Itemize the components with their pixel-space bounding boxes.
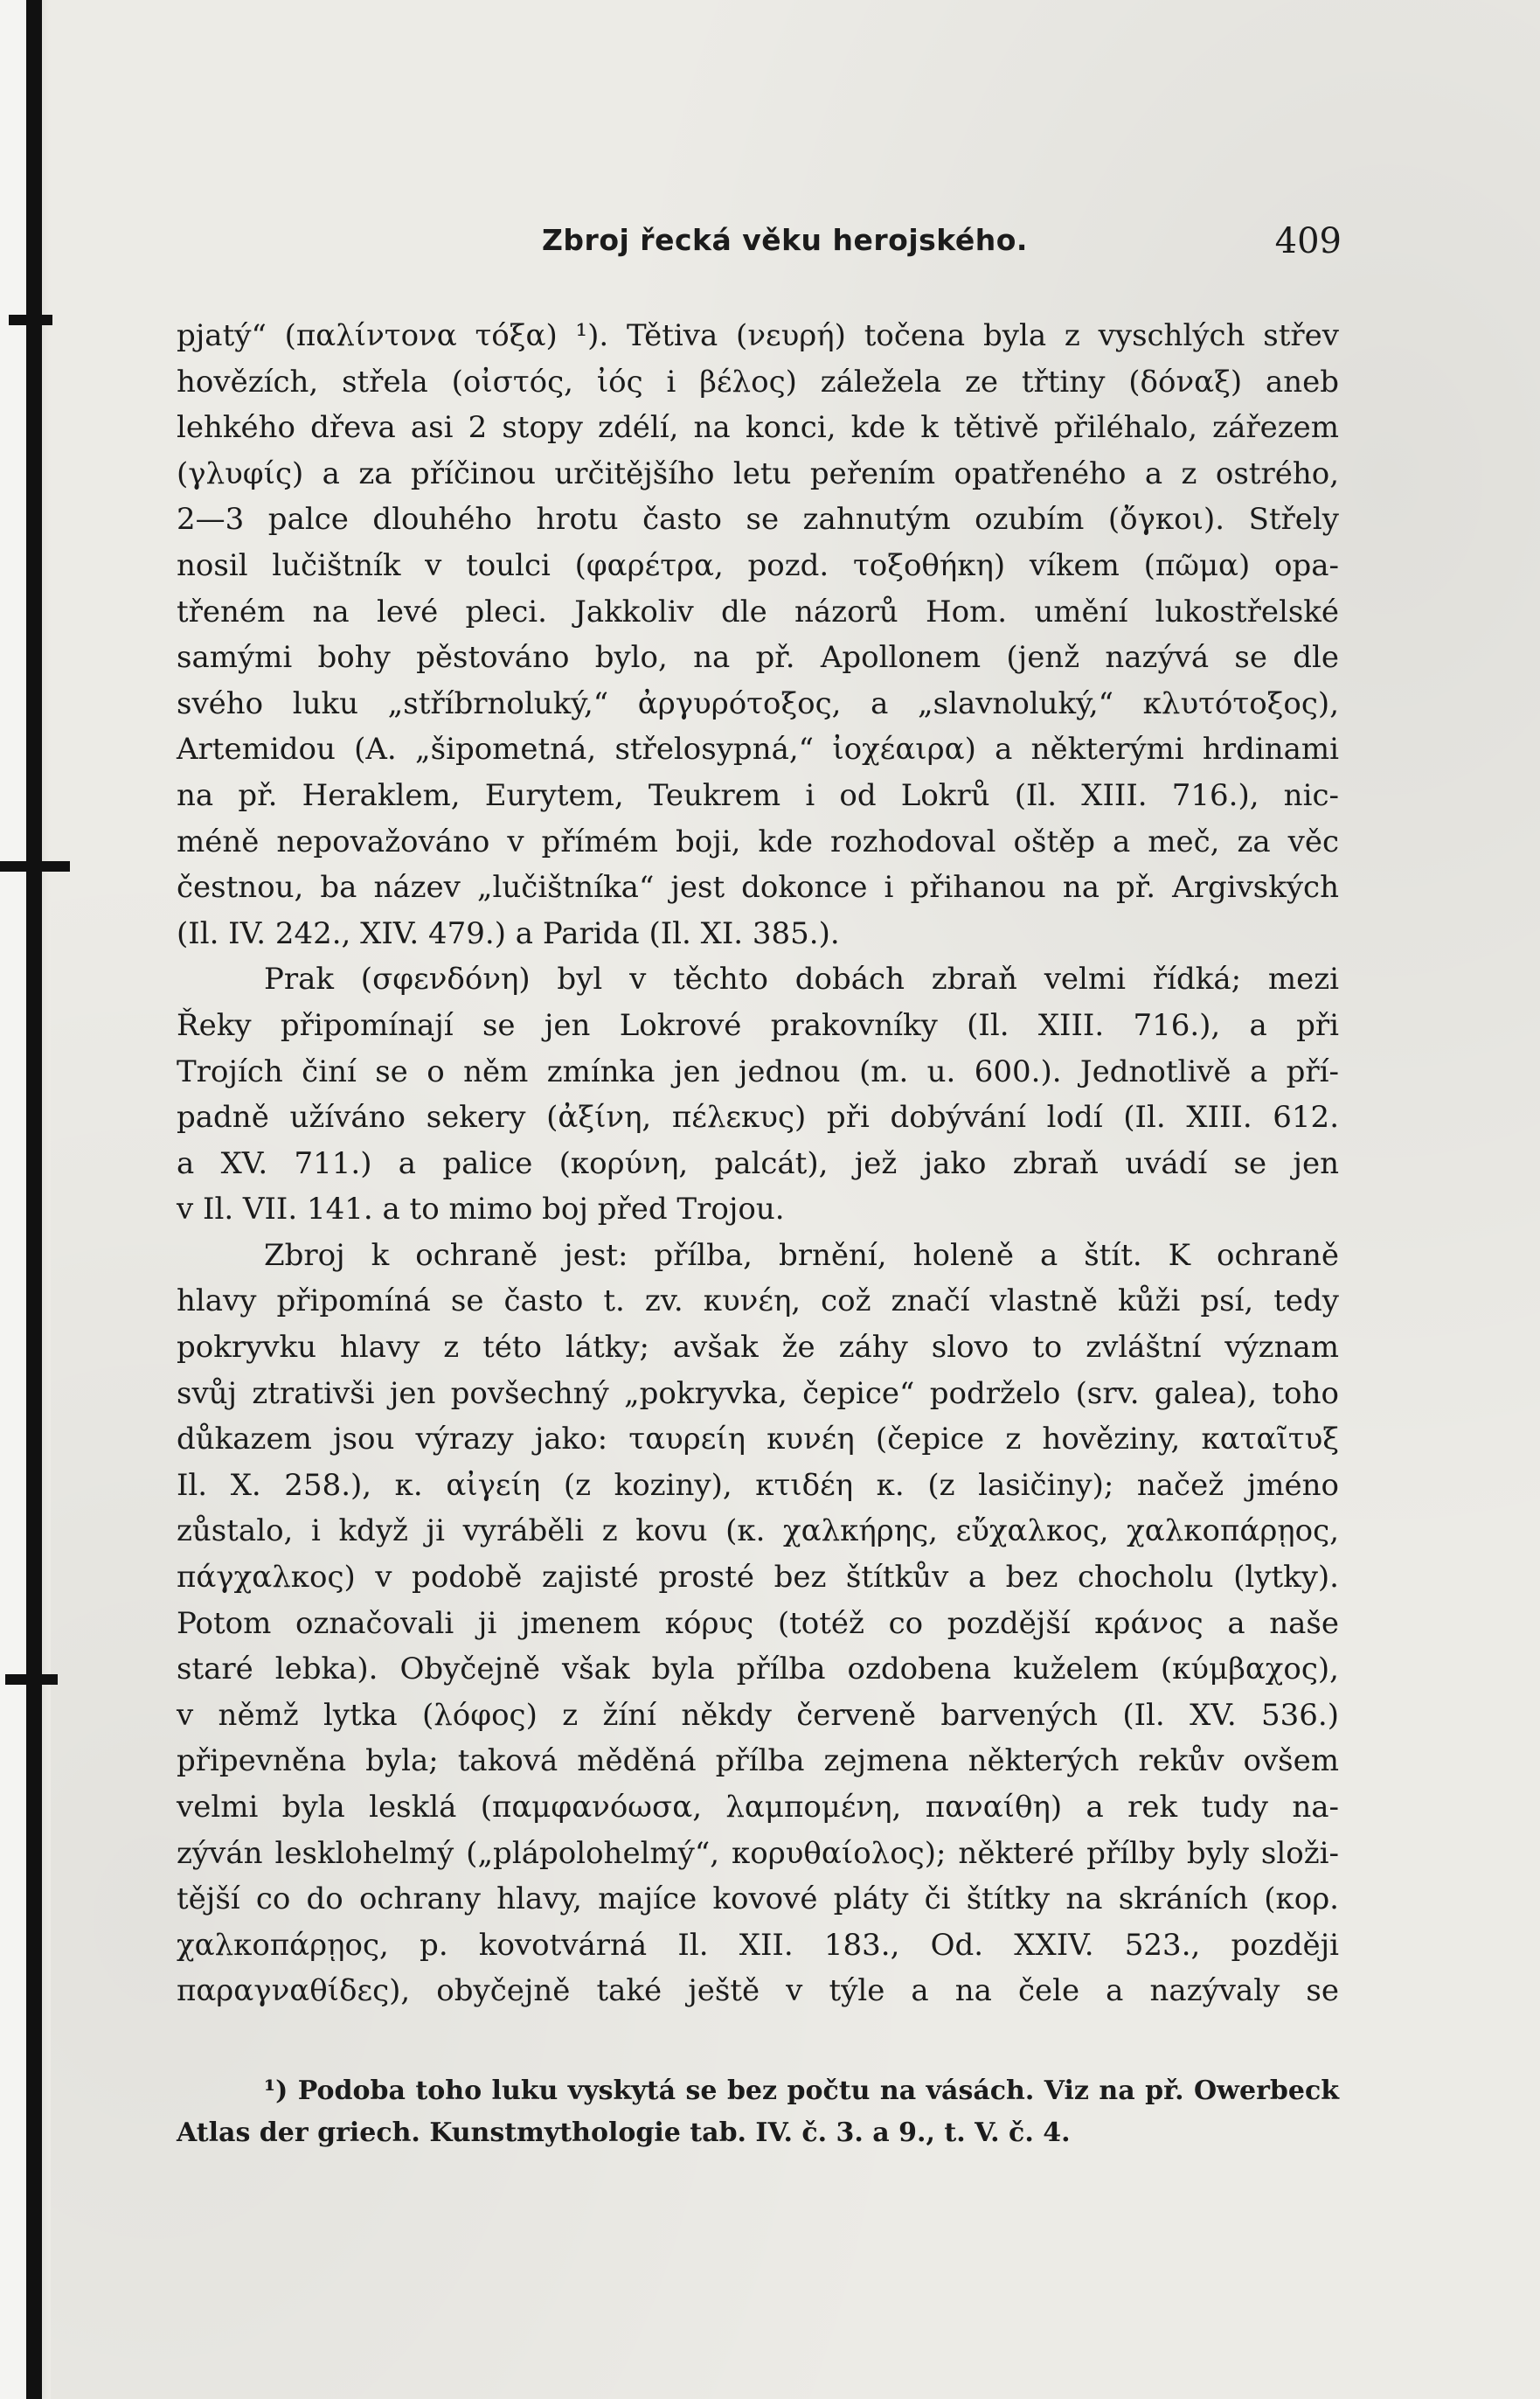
text-line: hlavy připomíná se často t. zv. κυνέη, což značí vlastně kůži psí, tedy [177,1283,1339,1319]
text-line: (γλυφίς) a za příčinou určitějšího letu peřením opatřeného a z ostrého, [177,455,1339,491]
text-line: Il. X. 258.), κ. αἰγείη (z koziny), κτιδέη κ. (z lasičiny); načež jméno [177,1467,1339,1503]
binding-line [26,0,42,2399]
text-line: důkazem jsou výrazy jako: ταυρείη κυνέη (čepice z hověziny, καταῖτυξ [177,1422,1339,1457]
text-line: a XV. 711.) a palice (κορύνη, palcát), jež jako zbraň uvádí se jen [177,1145,1339,1181]
text-line: čestnou, ba název „lučištníka“ jest dokonce i přihanou na př. Argivských [177,870,1339,906]
text-line: hovězích, střela (οἰστός, ἰός i βέλος) záležela ze třtiny (δόναξ) aneb [177,364,1339,400]
text-line: 2—3 palce dlouhého hrotu často se zahnutým ozubím (ὄγκοι). Střely [177,502,1339,538]
text-line: zýván lesklohelmý („plápolohelmý“, κορυθαίολος); některé přílby byly složi- [177,1835,1339,1871]
binding-edge [0,0,51,2399]
paragraph-end-line: (Il. IV. 242., XIV. 479.) a Parida (Il. XI. 385.). [177,915,840,951]
text-line: χαλκοπάρῃος, p. kovotvárná Il. XII. 183., Od. XXIV. 523., později [177,1927,1339,1963]
text-line: méně nepovažováno v přímém boji, kde rozhodoval oštěp a meč, za věc [177,824,1339,859]
text-line: παραγναθίδες), obyčejně také ještě v týle a na čele a nazývaly se [177,1973,1339,2009]
text-line: Potom označovali ji jmenem κόρυς (totéž co pozdější κράνος a naše [177,1605,1339,1641]
binding-mark [0,861,70,872]
page-header [175,223,1342,275]
text-line: staré lebka). Obyčejně však byla přílba ozdobena kuželem (κύμβαχος), [177,1651,1339,1687]
binding-mark [9,315,52,325]
text-line: Řeky připomínají se jen Lokrové prakovníky (Il. XIII. 716.), a při [177,1007,1339,1043]
text-line: svého luku „stříbrnoluký,“ ἀργυρότοξος, a „slavnoluký,“ κλυτότοξος), [177,685,1339,721]
text-line: padně užíváno sekery (ἀξίνη, πέλεκυς) při dobývání lodí (Il. XIII. 612. [177,1100,1339,1136]
text-line: velmi byla lesklá (παμφανόωσα, λαμπομένη, παναίθη) a rek tudy na- [177,1790,1339,1825]
text-line: zůstalo, i když ji vyráběli z kovu (κ. χαλκήρης, εὔχαλκος, χαλκοπάρῃος, [177,1513,1339,1549]
text-line: v němž lytka (λόφος) z žíní někdy červeně barvených (Il. XV. 536.) [177,1697,1339,1733]
text-line: připevněna byla; taková měděná přílba zejmena některých rekův ovšem [177,1743,1339,1779]
text-line: třeném na levé pleci. Jakkoliv dle názorů Hom. umění lukostřelské [177,594,1339,629]
page-number: 409 [1274,221,1342,261]
text-line: Trojích činí se o něm zmínka jen jednou (m. u. 600.). Jednotlivě a pří- [177,1053,1339,1089]
text-line: πάγχαλκος) v podobě zajisté prosté bez štítkův a bez chocholu (lytky). [177,1560,1339,1596]
text-line: nosil lučištník v toulci (φαρέτρα, pozd. τοξοθήκη) víkem (πῶμα) opa- [177,547,1339,583]
paragraph-start-line: Prak (σφενδόνη) byl v těchto dobách zbraň velmi řídká; mezi [264,962,1339,998]
running-head: Zbroj řecká věku herojského. [542,223,1028,257]
paragraph-end-line: v Il. VII. 141. a to mimo boj před Trojou. [177,1192,785,1227]
text-line: lehkého dřeva asi 2 stopy zdélí, na konci, kde k tětivě přiléhalo, zářezem [177,410,1339,446]
footnote-line: ¹) Podoba toho luku vyskytá se bez počtu na vásách. Viz na př. Owerbeck [264,2076,1339,2106]
text-line: svůj ztrativši jen povšechný „pokryvka, čepice“ podrželo (srv. galea), toho [177,1375,1339,1411]
footnotes [177,2070,1339,2154]
text-line: tější co do ochrany hlavy, majíce kovové pláty či štítky na skráních (κορ. [177,1881,1339,1917]
footnote-line: Atlas der griech. Kunstmythologie tab. IV. č. 3. a 9., t. V. č. 4. [177,2117,1071,2148]
text-line: pjatý“ (παλίντονα τόξα) ¹). Tětiva (νευρή) točena byla z vyschlých střev [177,318,1339,353]
text-line: samými bohy pěstováno bylo, na př. Apollonem (jenž nazývá se dle [177,640,1339,676]
binding-mark [5,1674,58,1685]
text-line: pokryvku hlavy z této látky; avšak že záhy slovo to zvláštní význam [177,1330,1339,1366]
text-line: na př. Heraklem, Eurytem, Teukrem i od Lokrů (Il. XIII. 716.), nic- [177,777,1339,813]
paragraph-start-line: Zbroj k ochraně jest: přílba, brnění, holeně a štít. K ochraně [264,1237,1339,1273]
body-text [177,313,1339,2014]
text-line: Artemidou (A. „šipometná, střelosypná,“ ἰοχέαιρα) a některými hrdinami [177,732,1339,768]
